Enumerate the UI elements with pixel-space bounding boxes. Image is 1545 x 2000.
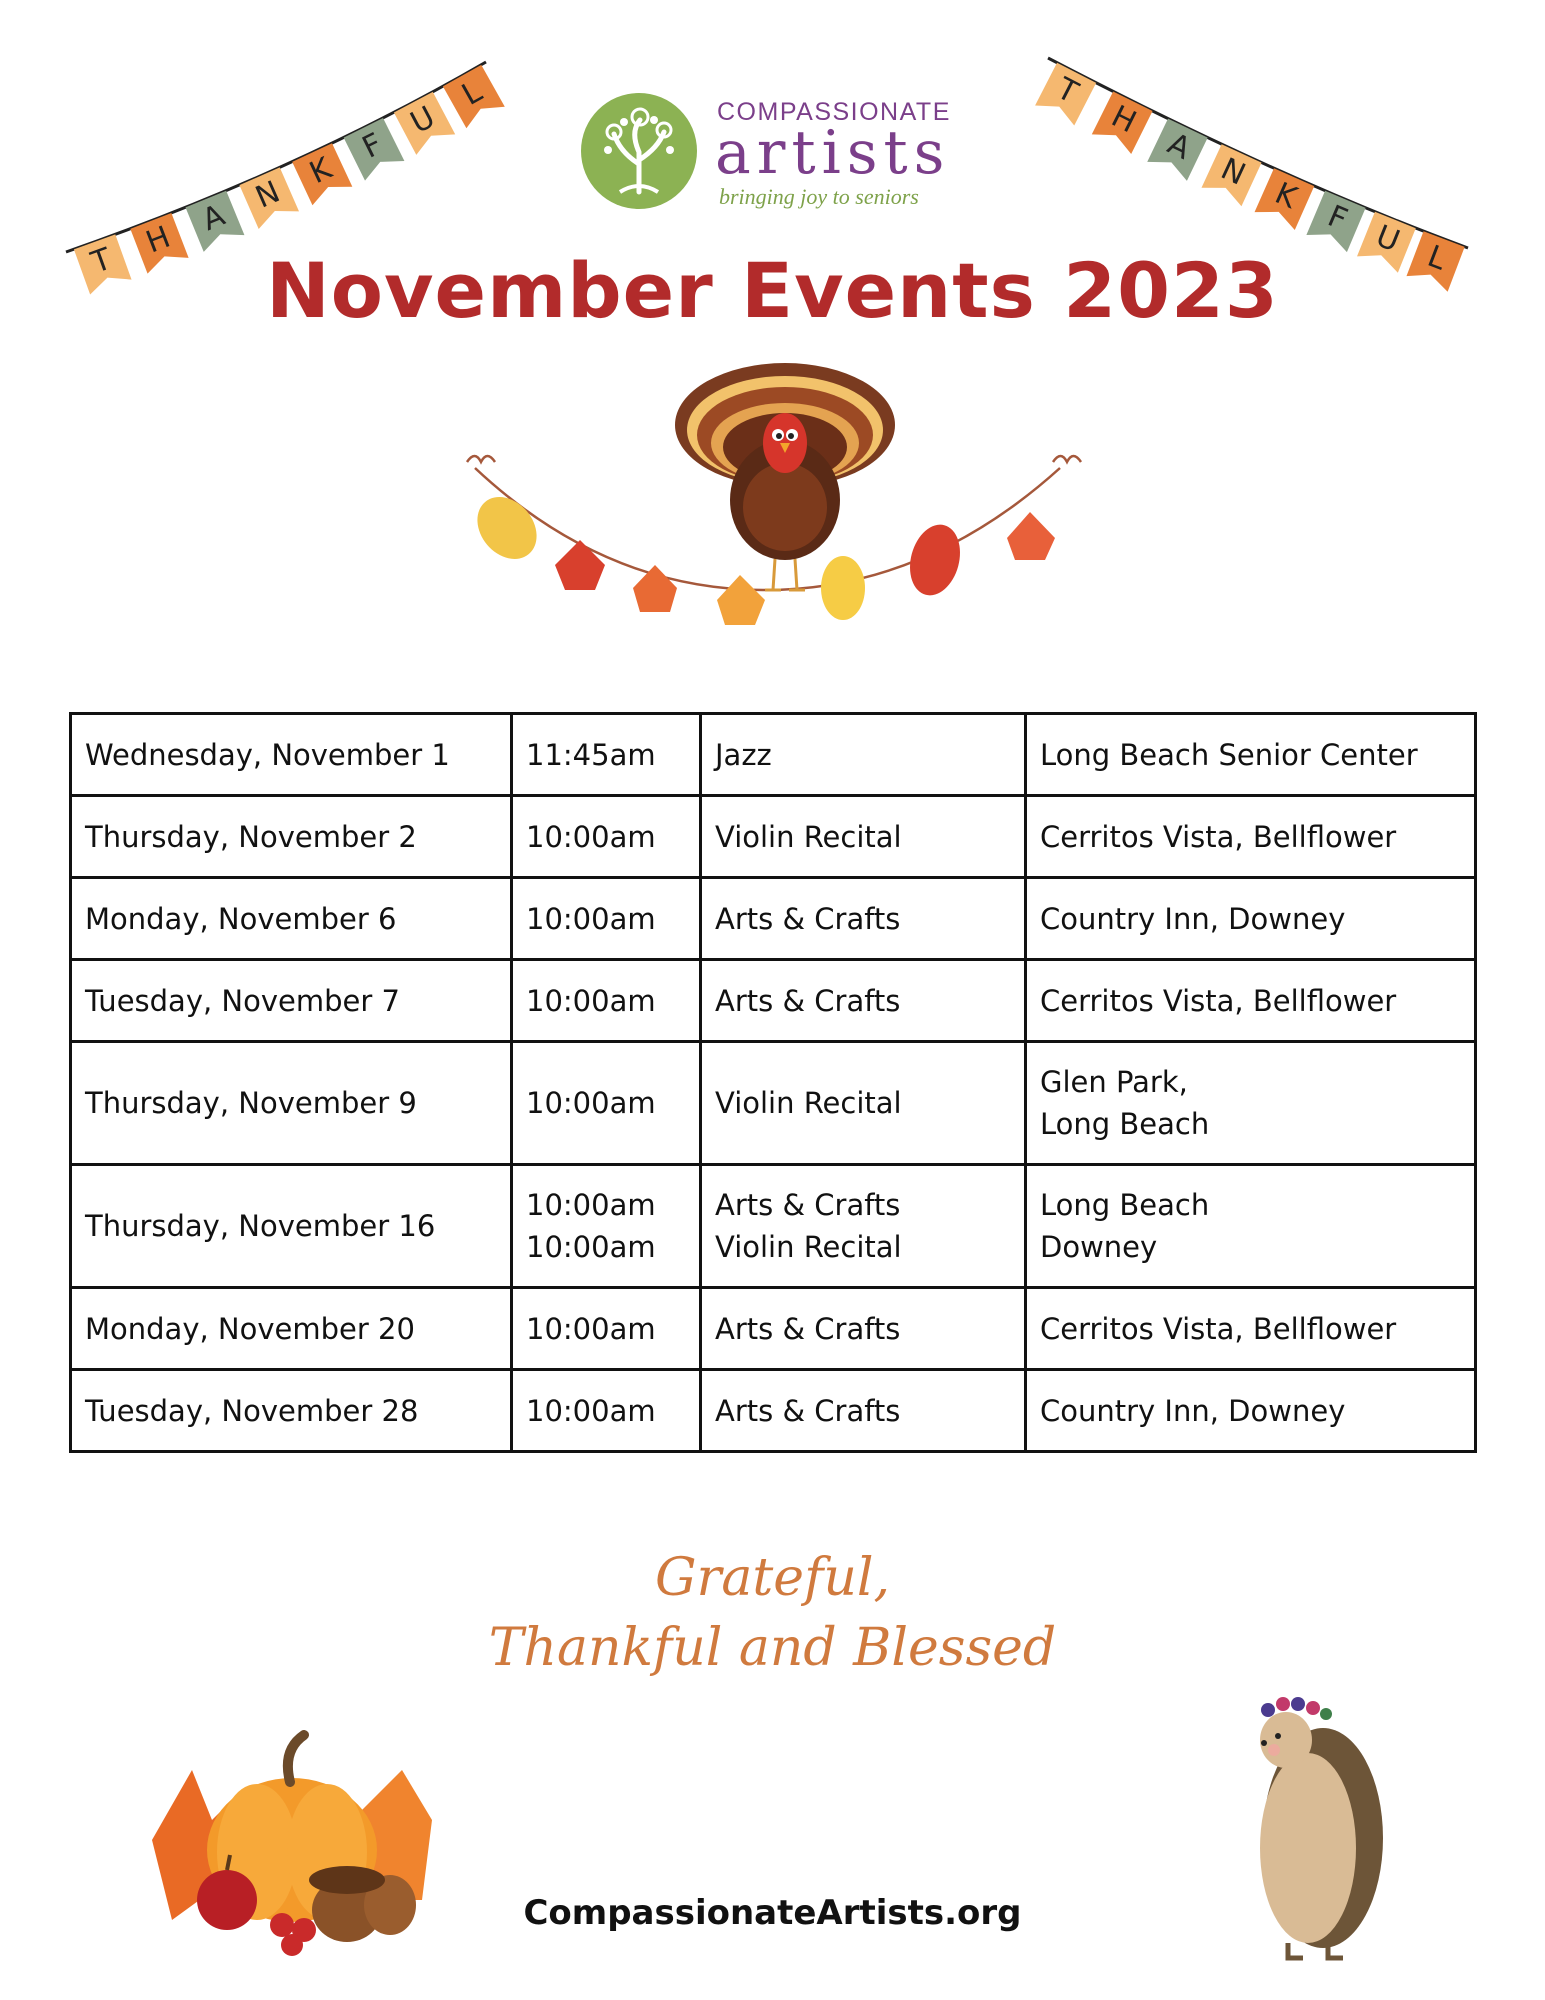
bunting-letter: F: [1322, 198, 1353, 238]
table-row: [71, 878, 1476, 960]
event-location: [1026, 1042, 1476, 1165]
bunting-letter: A: [1162, 126, 1196, 167]
event-date: Wednesday, November 1: [71, 714, 512, 796]
event-location: Cerritos Vista, Bellflower: [1026, 1288, 1476, 1370]
bunting-flag: [1255, 168, 1315, 230]
table-row: [71, 1042, 1476, 1165]
brand-name-main: artists: [715, 118, 951, 188]
bunting-flag: [292, 143, 352, 205]
event-time: 10:00am: [512, 960, 701, 1042]
table-row: [71, 796, 1476, 878]
quote-line-2: Thankful and Blessed: [488, 1618, 1057, 1678]
table-row: [71, 1288, 1476, 1370]
event-date: Thursday, November 2: [71, 796, 512, 878]
event-location-line: Long Beach: [1040, 1188, 1210, 1222]
event-time: 10:00am: [512, 878, 701, 960]
event-date: Tuesday, November 7: [71, 960, 512, 1042]
turkey-icon: [455, 350, 1095, 670]
bunting-letter: U: [1370, 218, 1405, 260]
bunting-string: [66, 62, 486, 252]
event-time: 10:00am: [512, 796, 701, 878]
event-time-line: 10:00am: [526, 1230, 656, 1264]
event-date: Thursday, November 9: [71, 1042, 512, 1165]
event-activity: Violin Recital: [701, 1042, 1026, 1165]
event-activity: Jazz: [701, 714, 1026, 796]
event-time: 11:45am: [512, 714, 701, 796]
event-date: Tuesday, November 28: [71, 1370, 512, 1452]
event-location: Cerritos Vista, Bellflower: [1026, 796, 1476, 878]
event-time: 10:00am: [512, 1288, 701, 1370]
event-activity: Arts & Crafts: [701, 960, 1026, 1042]
brand-tagline: bringing joy to seniors: [719, 184, 919, 209]
event-location: Cerritos Vista, Bellflower: [1026, 960, 1476, 1042]
bunting-flag: [1035, 63, 1096, 126]
bunting-letter: U: [405, 99, 441, 141]
bunting-flag: [443, 65, 505, 128]
turkey-garland-illustration: [455, 350, 1095, 675]
bunting-letter: L: [1422, 238, 1451, 278]
bunting-letter: F: [356, 126, 388, 166]
event-date: Monday, November 6: [71, 878, 512, 960]
event-location: Country Inn, Downey: [1026, 878, 1476, 960]
event-location: [1026, 1165, 1476, 1288]
bunting-flag: [1147, 119, 1207, 181]
website-link[interactable]: CompassionateArtists.org: [523, 1893, 1022, 1933]
event-location: Country Inn, Downey: [1026, 1370, 1476, 1452]
bunting-letter: K: [1269, 175, 1302, 216]
event-activity: Arts & Crafts: [701, 1288, 1026, 1370]
table-row: [71, 1370, 1476, 1452]
bunting-flag: [344, 118, 405, 181]
bunting-flag: [1306, 191, 1365, 252]
bunting-letter: K: [304, 151, 338, 192]
bunting-flag: [185, 191, 244, 252]
event-time: [512, 1165, 701, 1288]
bunting-flag: [1092, 91, 1153, 154]
bunting-letter: A: [197, 197, 230, 239]
bunting-string: [1048, 58, 1468, 248]
event-activity: Arts & Crafts: [701, 1370, 1026, 1452]
bunting-letter: T: [1051, 71, 1084, 111]
bunting-letter: H: [1105, 98, 1142, 141]
event-activity: Violin Recital: [701, 796, 1026, 878]
bunting-letter: T: [86, 241, 117, 281]
event-time-line: 10:00am: [526, 1188, 656, 1222]
bunting-letter: N: [1215, 151, 1251, 193]
tree-logo-icon: [580, 92, 698, 210]
event-location-line: Downey: [1040, 1230, 1158, 1264]
bunting-flag: [1201, 144, 1261, 206]
table-row: [71, 960, 1476, 1042]
event-location: Long Beach Senior Center: [1026, 714, 1476, 796]
event-time: 10:00am: [512, 1042, 701, 1165]
event-time: 10:00am: [512, 1370, 701, 1452]
bunting-letter: N: [250, 174, 286, 216]
event-location-line: Long Beach: [1040, 1107, 1210, 1141]
event-activity: Arts & Crafts: [701, 878, 1026, 960]
event-date: Monday, November 20: [71, 1288, 512, 1370]
bunting-flag: [239, 167, 299, 229]
event-activity: [701, 1165, 1026, 1288]
events-table-body: [71, 714, 1476, 1452]
bunting-letter: L: [456, 74, 488, 113]
table-row: [71, 714, 1476, 796]
event-activity-line: Arts & Crafts: [715, 1188, 901, 1222]
event-date: Thursday, November 16: [71, 1165, 512, 1288]
page-title: November Events 2023: [266, 246, 1279, 335]
event-location-line: Glen Park,: [1040, 1065, 1188, 1099]
table-row: [71, 1165, 1476, 1288]
bunting-letter: H: [141, 219, 176, 261]
brand-logo: [580, 92, 980, 217]
events-table: [69, 712, 1477, 1453]
quote-line-1: Grateful,: [655, 1548, 890, 1608]
event-activity-line: Violin Recital: [715, 1230, 902, 1264]
bunting-flag: [394, 92, 455, 155]
brand-name-top: COMPASSIONATE: [717, 98, 951, 126]
